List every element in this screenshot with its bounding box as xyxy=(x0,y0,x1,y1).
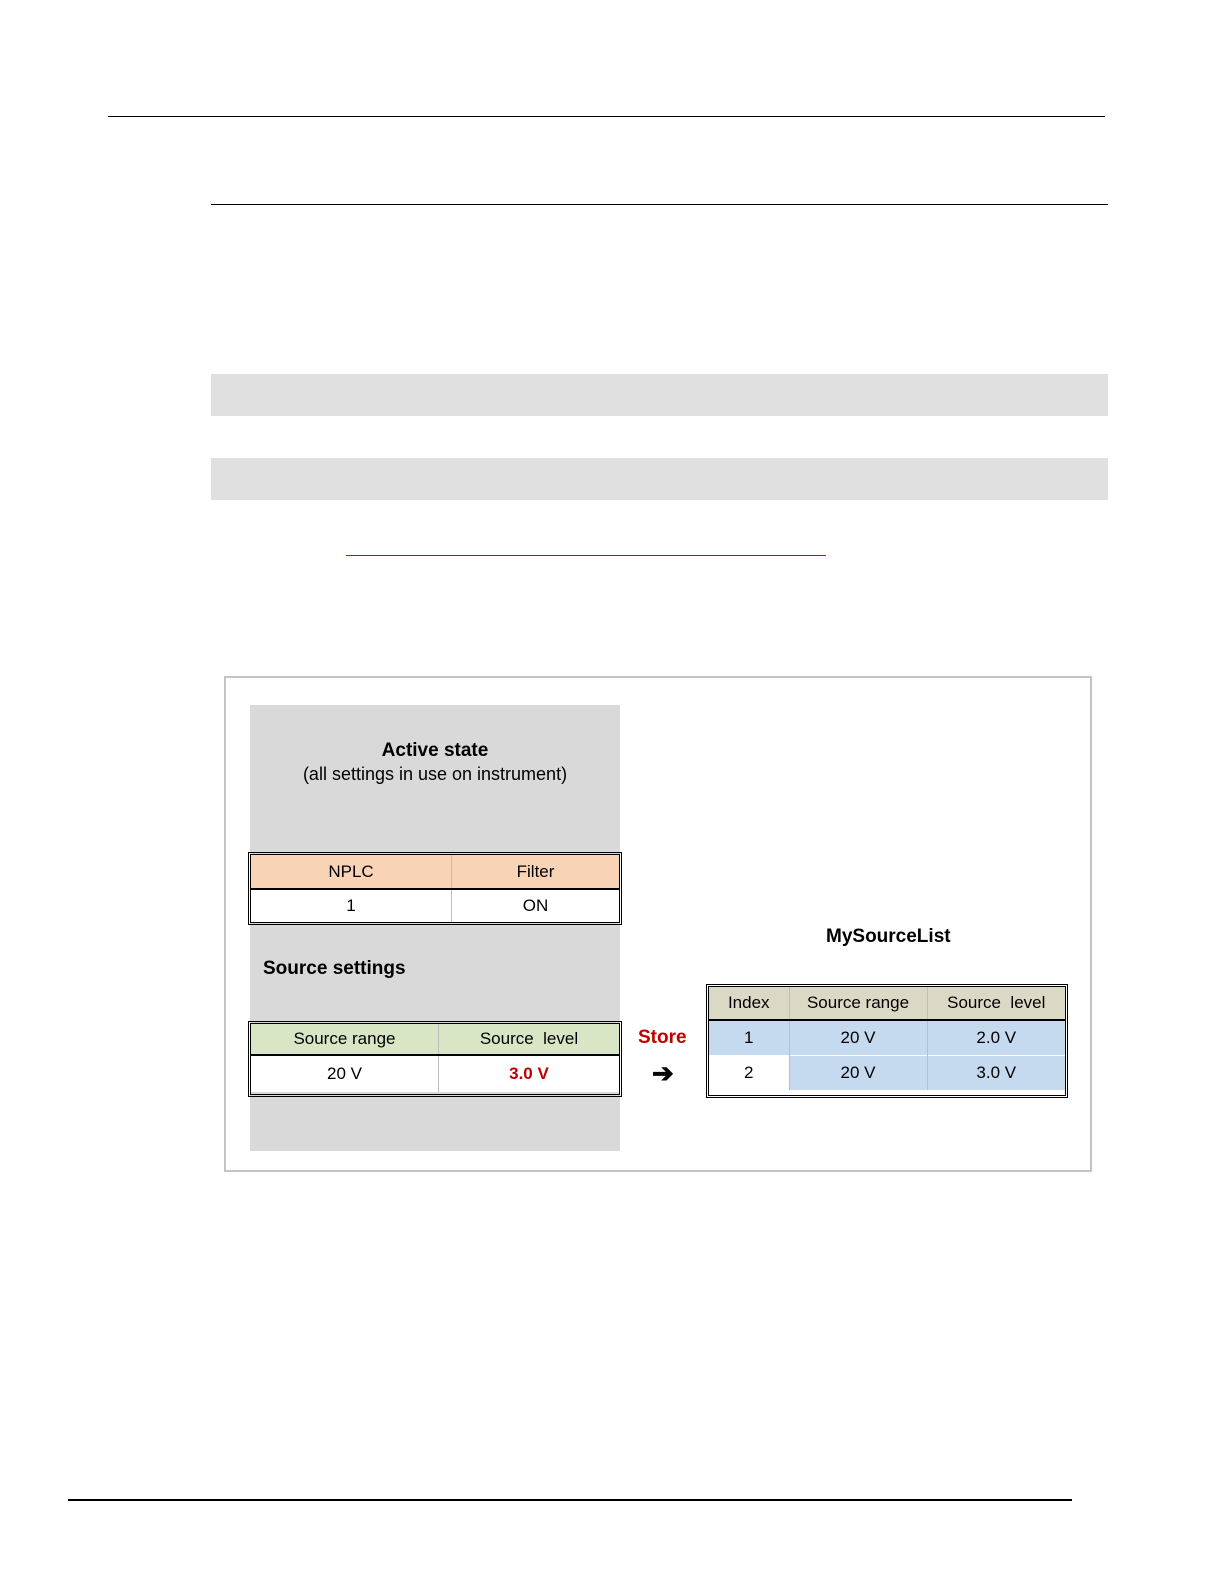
source-level-value: 3.0 V xyxy=(438,1055,619,1092)
filter-header: Filter xyxy=(452,855,619,889)
table-row xyxy=(709,1055,1065,1090)
right-arrow-icon: ➔ xyxy=(652,1058,674,1088)
footer-rule xyxy=(68,1499,1072,1501)
nplc-header: NPLC xyxy=(251,855,452,889)
index-header: Index xyxy=(709,987,789,1020)
hyperlink-underline[interactable] xyxy=(346,555,826,556)
list-level-cell: 3.0 V xyxy=(927,1055,1065,1090)
list-range-cell: 20 V xyxy=(789,1020,927,1055)
active-state-subtitle: (all settings in use on instrument) xyxy=(302,764,568,784)
table-row xyxy=(709,1020,1065,1055)
list-index-cell: 1 xyxy=(709,1020,789,1055)
list-range-cell: 20 V xyxy=(789,1055,927,1090)
source-list-table xyxy=(709,987,1065,1090)
store-label: Store xyxy=(638,1027,687,1048)
nplc-value: 1 xyxy=(251,889,452,922)
filter-value: ON xyxy=(452,889,619,922)
list-index-cell: 2 xyxy=(709,1055,789,1090)
source-range-value: 20 V xyxy=(251,1055,438,1092)
source-table xyxy=(251,1024,619,1092)
section-rule xyxy=(211,204,1108,205)
source-level-header: Source level xyxy=(438,1024,619,1055)
code-block-2 xyxy=(211,458,1108,500)
header-rule xyxy=(108,116,1105,117)
list-level-header: Source level xyxy=(927,987,1065,1020)
source-list-title: MySourceList xyxy=(826,926,951,947)
code-block-1 xyxy=(211,374,1108,416)
source-range-header: Source range xyxy=(251,1024,438,1055)
source-settings-label: Source settings xyxy=(263,958,406,979)
measure-table xyxy=(251,855,619,922)
list-range-header: Source range xyxy=(789,987,927,1020)
list-level-cell: 2.0 V xyxy=(927,1020,1065,1055)
active-state-title: Active state xyxy=(381,740,489,761)
